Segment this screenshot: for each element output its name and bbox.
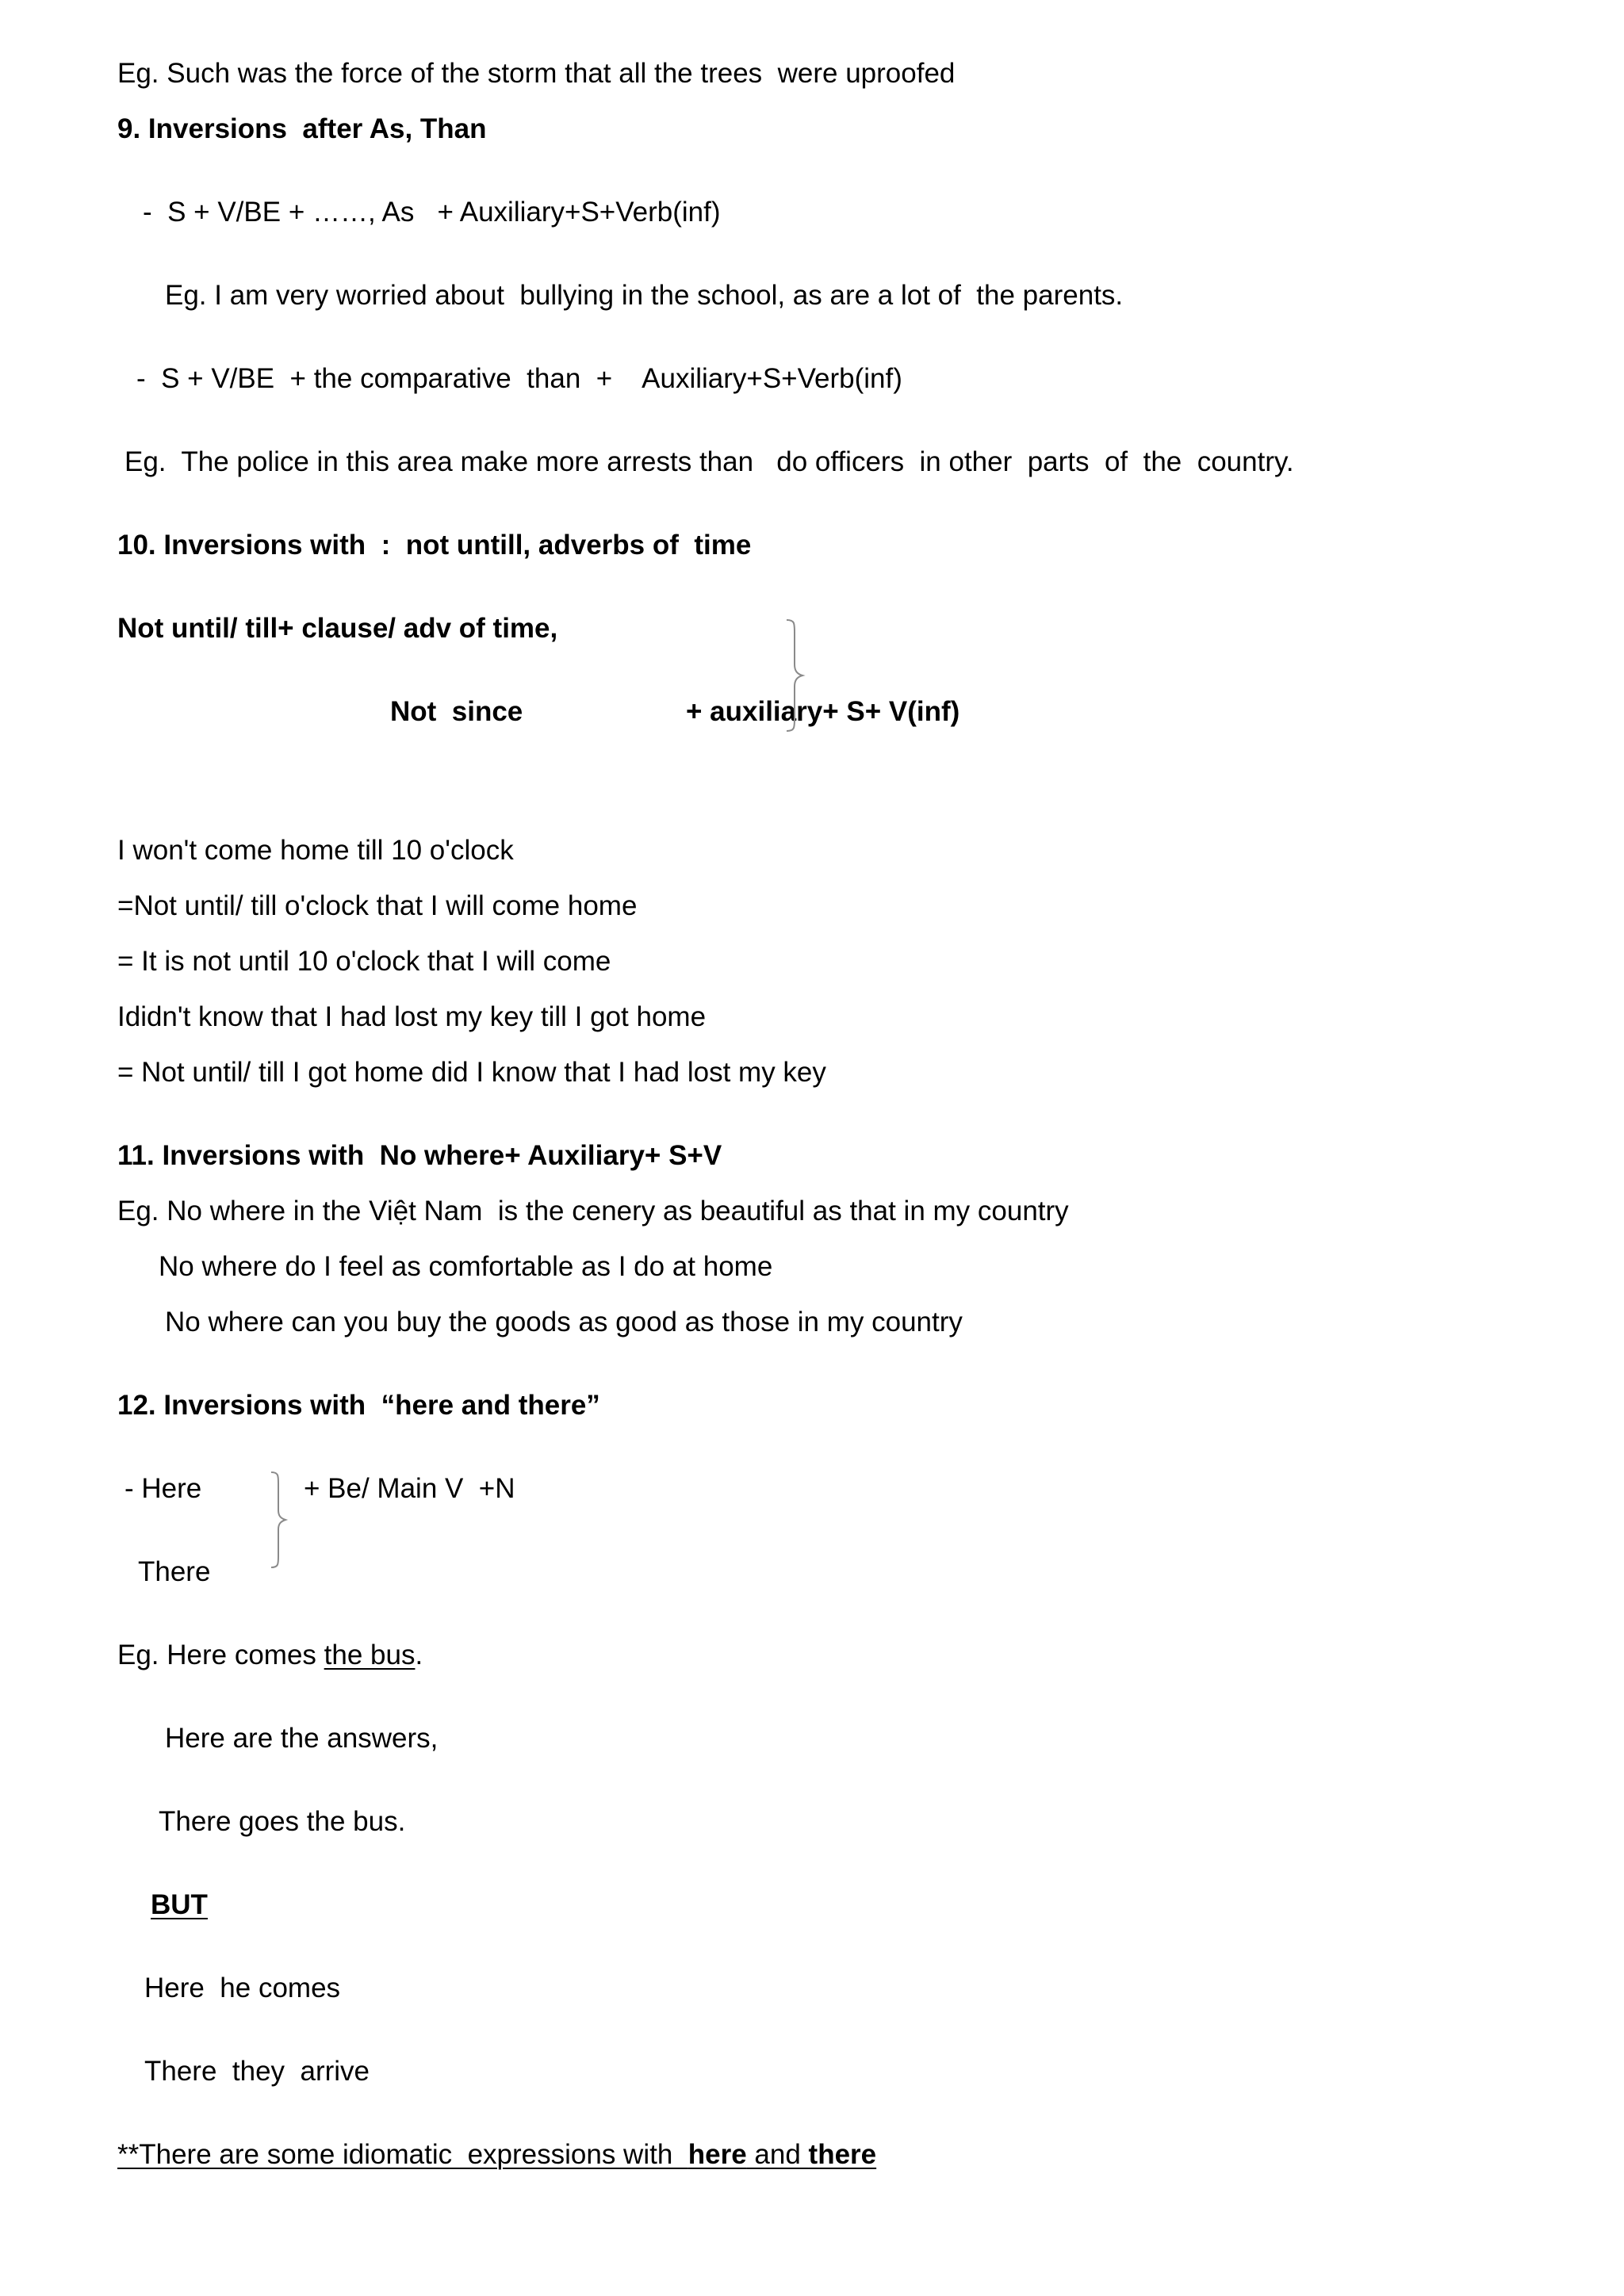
section-10-example-2: =Not until/ till o'clock that I will come home — [117, 890, 638, 921]
section-10-example-1: I won't come home till 10 o'clock — [117, 835, 514, 866]
section-11-example-3: No where can you buy the goods as good as those in my country — [165, 1307, 963, 1337]
idiomatic-expressions-note — [117, 2141, 876, 2168]
section-9-rule-as: - S + V/BE + ……, As + Auxiliary+S+Verb(inf) — [143, 197, 721, 228]
section-12-example-4: Here he comes — [144, 1973, 341, 2003]
section-11-heading: 11. Inversions with No where+ Auxiliary+ S+V — [117, 1140, 722, 1171]
note-conjunction: and — [746, 2139, 809, 2170]
section-12-example-3: There goes the bus. — [159, 1806, 406, 1837]
underlined-phrase: the bus — [324, 1640, 416, 1670]
section-12-heading: 12. Inversions with “here and there” — [117, 1390, 600, 1421]
section-12-rule-structure: + Be/ Main V +N — [304, 1473, 515, 1504]
section-9-heading: 9. Inversions after As, Than — [117, 113, 487, 144]
section-12-rule-there: There — [138, 1556, 211, 1587]
keyword-there: there — [808, 2139, 877, 2170]
section-10-rule-not-since: Not since — [390, 696, 523, 727]
section-10-example-3: = It is not until 10 o'clock that I will come — [117, 946, 611, 977]
keyword-here: here — [688, 2139, 747, 2170]
section-9-example-as: Eg. I am very worried about bullying in the school, as are a lot of the parents. — [165, 280, 1124, 311]
section-11-example-2: No where do I feel as comfortable as I do at home — [159, 1251, 773, 1282]
but-label: BUT — [151, 1889, 208, 1920]
section-10-heading: 10. Inversions with : not untill, adverbs of time — [117, 530, 752, 561]
section-12-rule-here: - Here — [124, 1473, 202, 1504]
example-storm: Eg. Such was the force of the storm that all the trees were uproofed — [117, 58, 956, 89]
section-10-example-4: Ididn't know that I had lost my key till I got home — [117, 1001, 707, 1032]
section-12-example-1 — [117, 1641, 423, 1669]
section-12-example-5: There they arrive — [144, 2056, 370, 2087]
section-10-rule-not-until: Not until/ till+ clause/ adv of time, — [117, 613, 558, 644]
section-10-rule-structure: + auxiliary+ S+ V(inf) — [686, 696, 960, 727]
example-text: Eg. Here comes — [117, 1640, 324, 1670]
section-9-example-than: Eg. The police in this area make more arrests than do officers in other parts of the country. — [124, 446, 1294, 477]
section-9-rule-than: - S + V/BE + the comparative than + Auxiliary+S+Verb(inf) — [136, 363, 902, 394]
right-brace-icon — [270, 1471, 293, 1570]
right-brace-icon — [785, 618, 809, 733]
example-period: . — [415, 1640, 423, 1670]
section-12-example-2: Here are the answers, — [165, 1723, 439, 1754]
note-text: **There are some idiomatic expressions with — [117, 2139, 688, 2170]
section-11-example-1: Eg. No where in the Việt Nam is the cenery as beautiful as that in my country — [117, 1196, 1069, 1226]
section-10-example-5: = Not until/ till I got home did I know that I had lost my key — [117, 1057, 826, 1088]
